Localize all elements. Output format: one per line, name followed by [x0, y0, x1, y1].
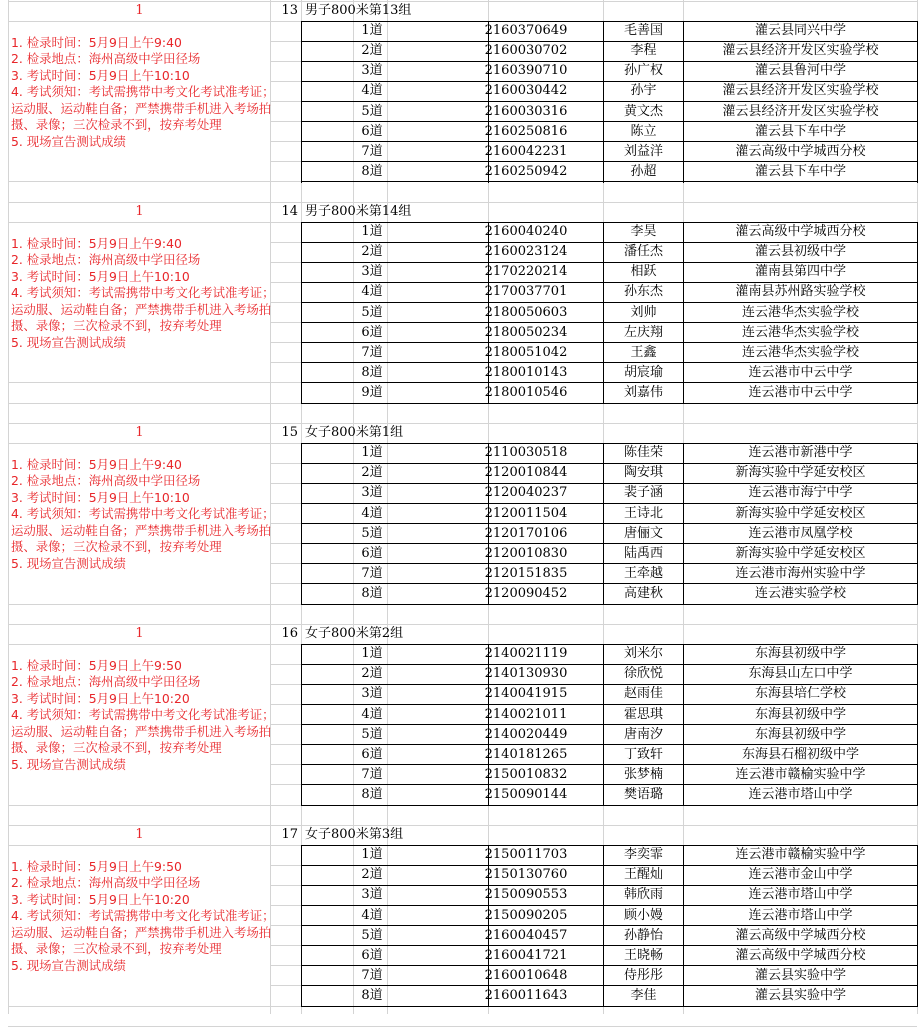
lane-cell[interactable]: 6道	[361, 746, 383, 762]
school-cell[interactable]: 连云港市塔山中学	[748, 887, 853, 903]
exam-id-cell[interactable]: 2150011703	[484, 847, 568, 863]
group-count[interactable]: 1	[135, 203, 144, 219]
school-cell[interactable]: 连云港市塔山中学	[748, 786, 853, 802]
lane-cell[interactable]: 4道	[361, 284, 383, 300]
lane-cell[interactable]: 3道	[361, 887, 383, 903]
school-cell[interactable]: 东海县山左口中学	[748, 666, 853, 682]
lane-cell[interactable]: 8道	[361, 585, 383, 601]
lane-cell[interactable]: 1道	[361, 646, 383, 662]
group-title[interactable]: 男子800米第13组	[305, 2, 412, 18]
exam-id-cell[interactable]: 2140021119	[484, 646, 568, 662]
instruction-line: 2. 检录地点：海州高级中学田径场	[11, 674, 201, 690]
school-cell[interactable]: 灌云县下车中学	[754, 163, 846, 179]
school-cell[interactable]: 连云港市金山中学	[748, 867, 853, 883]
school-cell[interactable]: 灌云县经济开发区实验学校	[722, 103, 879, 119]
student-name-cell[interactable]: 王晓畅	[623, 947, 663, 963]
exam-id-cell[interactable]: 2150130760	[484, 867, 568, 883]
student-name-cell[interactable]: 唐俪文	[623, 525, 663, 541]
lane-cell[interactable]: 7道	[361, 967, 383, 983]
instruction-line: 3. 考试时间：5月9日上午10:20	[11, 891, 190, 907]
student-name-cell[interactable]: 李佳	[630, 987, 657, 1003]
exam-id-cell[interactable]: 2160040457	[484, 927, 568, 943]
student-name-cell[interactable]: 孙静怡	[623, 927, 663, 943]
student-name-cell[interactable]: 侍彤彤	[623, 967, 663, 983]
student-name-cell[interactable]: 毛善国	[623, 23, 663, 39]
school-cell[interactable]: 新海实验中学延安校区	[735, 465, 866, 481]
school-cell[interactable]: 灌云县鲁河中学	[754, 63, 846, 79]
school-cell[interactable]: 灌南县苏州路实验学校	[735, 284, 866, 300]
student-name-cell[interactable]: 潘任杰	[623, 244, 663, 260]
school-cell[interactable]: 灌云高级中学城西分校	[735, 927, 866, 943]
lane-cell[interactable]: 5道	[361, 304, 383, 320]
lane-cell[interactable]: 9道	[361, 384, 383, 400]
lane-cell[interactable]: 7道	[361, 565, 383, 581]
school-cell[interactable]: 灌云高级中学城西分校	[735, 224, 866, 240]
instruction-line: 1. 检录时间：5月9日上午9:40	[11, 456, 182, 472]
exam-id-cell[interactable]: 2150090205	[484, 907, 568, 923]
lane-cell[interactable]: 2道	[361, 43, 383, 59]
exam-id-cell[interactable]: 2140041915	[484, 686, 568, 702]
instruction-line: 2. 检录地点：海州高级中学田径场	[11, 875, 201, 891]
lane-cell[interactable]: 7道	[361, 766, 383, 782]
exam-id-cell[interactable]: 2160042231	[484, 143, 568, 159]
group-number[interactable]: 13	[281, 2, 298, 18]
exam-id-cell[interactable]: 2140020449	[484, 726, 568, 742]
exam-id-cell[interactable]: 2180050603	[484, 304, 568, 320]
lane-cell[interactable]: 3道	[361, 264, 383, 280]
school-cell[interactable]: 连云港市海宁中学	[748, 485, 853, 501]
school-cell[interactable]: 连云港华杰实验学校	[741, 324, 859, 340]
student-name-cell[interactable]: 徐欣悦	[623, 666, 663, 682]
student-name-cell[interactable]: 陆禹西	[623, 545, 663, 561]
group-title[interactable]: 女子800米第2组	[305, 625, 404, 641]
lane-cell[interactable]: 6道	[361, 545, 383, 561]
table-border-horizontal	[301, 805, 918, 806]
group-number[interactable]: 14	[281, 203, 298, 219]
exam-id-cell[interactable]: 2120170106	[484, 525, 568, 541]
exam-id-cell[interactable]: 2160023124	[484, 244, 568, 260]
instruction-line: 3. 考试时间：5月9日上午10:10	[11, 489, 190, 505]
instruction-line: 3. 考试时间：5月9日上午10:10	[11, 67, 190, 83]
school-cell[interactable]: 连云港市赣榆实验中学	[735, 847, 866, 863]
instruction-line: 4. 考试须知：考试需携带中考文化考试准考证；运动服、运动鞋自备；严禁携带手机进入考场拍摄、录像；三次检录不到，按弃考处理	[11, 707, 275, 756]
exam-id-cell[interactable]: 2120151835	[484, 565, 568, 581]
table-border-horizontal	[301, 403, 918, 404]
student-name-cell[interactable]: 张梦楠	[623, 766, 663, 782]
lane-cell[interactable]: 3道	[361, 485, 383, 501]
school-cell[interactable]: 灌云高级中学城西分校	[735, 947, 866, 963]
school-cell[interactable]: 灌云县初级中学	[754, 244, 846, 260]
student-name-cell[interactable]: 王诗北	[623, 505, 663, 521]
instruction-line: 5. 现场宣告测试成绩	[11, 957, 126, 973]
instruction-line: 1. 检录时间：5月9日上午9:40	[11, 235, 182, 251]
instruction-line: 3. 考试时间：5月9日上午10:10	[11, 268, 190, 284]
school-cell[interactable]: 灌云县经济开发区实验学校	[722, 83, 879, 99]
lane-cell[interactable]: 4道	[361, 83, 383, 99]
lane-cell[interactable]: 4道	[361, 505, 383, 521]
student-name-cell[interactable]: 黄文杰	[623, 103, 663, 119]
group-count[interactable]: 1	[135, 625, 144, 641]
instruction-line: 5. 现场宣告测试成绩	[11, 334, 126, 350]
instruction-line: 4. 考试须知：考试需携带中考文化考试准考证；运动服、运动鞋自备；严禁携带手机进入考场拍摄、录像；三次检录不到，按弃考处理	[11, 285, 275, 334]
table-border-vertical	[917, 845, 918, 1007]
student-name-cell[interactable]: 刘帅	[630, 304, 657, 320]
lane-cell[interactable]: 8道	[361, 364, 383, 380]
lane-cell[interactable]: 1道	[361, 23, 383, 39]
group-instructions	[11, 236, 279, 352]
lane-cell[interactable]: 8道	[361, 786, 383, 802]
lane-cell[interactable]: 3道	[361, 63, 383, 79]
school-cell[interactable]: 灌云县下车中学	[754, 123, 846, 139]
instruction-line: 1. 检录时间：5月9日上午9:40	[11, 34, 182, 50]
lane-cell[interactable]: 5道	[361, 525, 383, 541]
table-border-vertical	[917, 222, 918, 404]
lane-cell[interactable]: 3道	[361, 686, 383, 702]
instruction-line: 5. 现场宣告测试成绩	[11, 756, 126, 772]
school-cell[interactable]: 新海实验中学延安校区	[735, 505, 866, 521]
exam-id-cell[interactable]: 2120010844	[484, 465, 568, 481]
school-cell[interactable]: 东海县初级中学	[754, 726, 846, 742]
lane-cell[interactable]: 8道	[361, 987, 383, 1003]
lane-cell[interactable]: 6道	[361, 324, 383, 340]
student-name-cell[interactable]: 刘嘉伟	[623, 384, 663, 400]
instruction-line: 1. 检录时间：5月9日上午9:50	[11, 858, 182, 874]
instruction-line: 2. 检录地点：海州高级中学田径场	[11, 51, 201, 67]
student-name-cell[interactable]: 高建秋	[623, 585, 663, 601]
student-name-cell[interactable]: 裴子涵	[623, 485, 663, 501]
student-name-cell[interactable]: 孙宇	[630, 83, 657, 99]
exam-id-cell[interactable]: 2180010546	[484, 384, 568, 400]
student-name-cell[interactable]: 刘益洋	[623, 143, 663, 159]
school-cell[interactable]: 新海实验中学延安校区	[735, 545, 866, 561]
lane-cell[interactable]: 2道	[361, 666, 383, 682]
student-name-cell[interactable]: 李程	[630, 43, 657, 59]
exam-id-cell[interactable]: 2150010832	[484, 766, 568, 782]
student-name-cell[interactable]: 孙超	[630, 163, 657, 179]
school-cell[interactable]: 东海县培仁学校	[754, 686, 846, 702]
lane-cell[interactable]: 5道	[361, 103, 383, 119]
exam-id-cell[interactable]: 2160250816	[484, 123, 568, 139]
exam-id-cell[interactable]: 2160250942	[484, 163, 568, 179]
school-cell[interactable]: 连云港市海州实验中学	[735, 565, 866, 581]
student-name-cell[interactable]: 左庆翔	[623, 324, 663, 340]
student-name-cell[interactable]: 陈佳荣	[623, 445, 663, 461]
student-name-cell[interactable]: 孙东杰	[623, 284, 663, 300]
student-name-cell[interactable]: 樊语璐	[623, 786, 663, 802]
student-name-cell[interactable]: 相跃	[630, 264, 657, 280]
group-count[interactable]: 1	[135, 826, 144, 842]
school-cell[interactable]: 灌云高级中学城西分校	[735, 143, 866, 159]
exam-id-cell[interactable]: 2140021011	[484, 706, 568, 722]
student-name-cell[interactable]: 王牵越	[623, 565, 663, 581]
student-name-cell[interactable]: 丁致轩	[623, 746, 663, 762]
school-cell[interactable]: 灌云县同兴中学	[754, 23, 846, 39]
student-name-cell[interactable]: 刘米尔	[623, 646, 663, 662]
school-cell[interactable]: 东海县初级中学	[754, 646, 846, 662]
student-name-cell[interactable]: 王鑫	[630, 344, 657, 360]
table-border-horizontal	[301, 604, 918, 605]
lane-cell[interactable]: 1道	[361, 445, 383, 461]
group-number[interactable]: 16	[281, 625, 298, 641]
student-name-cell[interactable]: 李奕霏	[623, 847, 663, 863]
lane-cell[interactable]: 7道	[361, 143, 383, 159]
exam-id-cell[interactable]: 2150090144	[484, 786, 568, 802]
student-name-cell[interactable]: 韩欣雨	[623, 887, 663, 903]
exam-id-cell[interactable]: 2140181265	[484, 746, 568, 762]
lane-cell[interactable]: 6道	[361, 947, 383, 963]
instruction-line: 4. 考试须知：考试需携带中考文化考试准考证；运动服、运动鞋自备；严禁携带手机进入考场拍摄、录像；三次检录不到，按弃考处理	[11, 84, 275, 133]
table-border-vertical	[917, 644, 918, 806]
exam-id-cell[interactable]: 2170220214	[484, 264, 568, 280]
lane-cell[interactable]: 5道	[361, 927, 383, 943]
lane-cell[interactable]: 4道	[361, 706, 383, 722]
student-name-cell[interactable]: 王醒灿	[623, 867, 663, 883]
exam-id-cell[interactable]: 2150090553	[484, 887, 568, 903]
school-cell[interactable]: 灌南县第四中学	[754, 264, 846, 280]
student-name-cell[interactable]: 孙广权	[623, 63, 663, 79]
table-border-vertical	[917, 443, 918, 605]
instruction-line: 5. 现场宣告测试成绩	[11, 133, 126, 149]
exam-id-cell[interactable]: 2120010830	[484, 545, 568, 561]
exam-id-cell[interactable]: 2180050234	[484, 324, 568, 340]
school-cell[interactable]: 连云港市塔山中学	[748, 907, 853, 923]
school-cell[interactable]: 连云港实验学校	[754, 585, 846, 601]
school-cell[interactable]: 东海县石榴初级中学	[741, 746, 859, 762]
student-name-cell[interactable]: 唐南汐	[623, 726, 663, 742]
exam-id-cell[interactable]: 2180010143	[484, 364, 568, 380]
lane-cell[interactable]: 2道	[361, 465, 383, 481]
instruction-line: 2. 检录地点：海州高级中学田径场	[11, 473, 201, 489]
group-instructions	[11, 859, 279, 975]
school-cell[interactable]: 连云港市赣榆实验中学	[735, 766, 866, 782]
table-border-vertical	[917, 21, 918, 183]
exam-id-cell[interactable]: 2160390710	[484, 63, 568, 79]
school-cell[interactable]: 连云港市新港中学	[748, 445, 853, 461]
school-cell[interactable]: 连云港市中云中学	[748, 364, 853, 380]
exam-id-cell[interactable]: 2110030518	[484, 445, 568, 461]
exam-id-cell[interactable]: 2120011504	[484, 505, 568, 521]
exam-id-cell[interactable]: 2160040240	[484, 224, 568, 240]
school-cell[interactable]: 灌云县经济开发区实验学校	[722, 43, 879, 59]
instruction-line: 3. 考试时间：5月9日上午10:20	[11, 690, 190, 706]
group-title[interactable]: 女子800米第1组	[305, 424, 404, 440]
exam-id-cell[interactable]: 2170037701	[484, 284, 568, 300]
group-instructions	[11, 35, 279, 151]
lane-cell[interactable]: 8道	[361, 163, 383, 179]
instruction-line: 4. 考试须知：考试需携带中考文化考试准考证；运动服、运动鞋自备；严禁携带手机进入考场拍摄、录像；三次检录不到，按弃考处理	[11, 506, 275, 555]
student-name-cell[interactable]: 胡宸瑜	[623, 364, 663, 380]
lane-cell[interactable]: 2道	[361, 244, 383, 260]
school-cell[interactable]: 连云港市凤凰学校	[748, 525, 853, 541]
exam-id-cell[interactable]: 2160030702	[484, 43, 568, 59]
exam-id-cell[interactable]: 2160010648	[484, 967, 568, 983]
instruction-line: 1. 检录时间：5月9日上午9:50	[11, 657, 182, 673]
exam-id-cell[interactable]: 2160011643	[484, 987, 568, 1003]
exam-id-cell[interactable]: 2160041721	[484, 947, 568, 963]
school-cell[interactable]: 连云港华杰实验学校	[741, 344, 859, 360]
student-name-cell[interactable]: 李昊	[630, 224, 657, 240]
exam-id-cell[interactable]: 2160030442	[484, 83, 568, 99]
exam-id-cell[interactable]: 2120040237	[484, 485, 568, 501]
school-cell[interactable]: 东海县初级中学	[754, 706, 846, 722]
exam-id-cell[interactable]: 2120090452	[484, 585, 568, 601]
instruction-line: 5. 现场宣告测试成绩	[11, 555, 126, 571]
instruction-line: 2. 检录地点：海州高级中学田径场	[11, 252, 201, 268]
school-cell[interactable]: 连云港华杰实验学校	[741, 304, 859, 320]
exam-id-cell[interactable]: 2160030316	[484, 103, 568, 119]
student-name-cell[interactable]: 陶安琪	[623, 465, 663, 481]
table-border-horizontal	[301, 1006, 918, 1007]
group-title[interactable]: 女子800米第3组	[305, 826, 404, 842]
instruction-line: 4. 考试须知：考试需携带中考文化考试准考证；运动服、运动鞋自备；严禁携带手机进入考场拍摄、录像；三次检录不到，按弃考处理	[11, 908, 275, 957]
group-count[interactable]: 1	[135, 2, 144, 18]
group-instructions	[11, 658, 279, 774]
exam-id-cell[interactable]: 2160370649	[484, 23, 568, 39]
group-number[interactable]: 17	[281, 826, 298, 842]
group-number[interactable]: 15	[281, 424, 298, 440]
student-name-cell[interactable]: 顾小嫚	[623, 907, 663, 923]
lane-cell[interactable]: 2道	[361, 867, 383, 883]
lane-cell[interactable]: 1道	[361, 224, 383, 240]
student-name-cell[interactable]: 霍思琪	[623, 706, 663, 722]
lane-cell[interactable]: 7道	[361, 344, 383, 360]
group-title[interactable]: 男子800米第14组	[305, 203, 412, 219]
school-cell[interactable]: 灌云县实验中学	[754, 987, 846, 1003]
student-name-cell[interactable]: 赵雨佳	[623, 686, 663, 702]
group-count[interactable]: 1	[135, 424, 144, 440]
lane-cell[interactable]: 6道	[361, 123, 383, 139]
lane-cell[interactable]: 5道	[361, 726, 383, 742]
group-instructions	[11, 457, 279, 573]
school-cell[interactable]: 灌云县实验中学	[754, 967, 846, 983]
school-cell[interactable]: 连云港市中云中学	[748, 384, 853, 400]
exam-id-cell[interactable]: 2180051042	[484, 344, 568, 360]
exam-id-cell[interactable]: 2140130930	[484, 666, 568, 682]
lane-cell[interactable]: 1道	[361, 847, 383, 863]
student-name-cell[interactable]: 陈立	[630, 123, 657, 139]
lane-cell[interactable]: 4道	[361, 907, 383, 923]
